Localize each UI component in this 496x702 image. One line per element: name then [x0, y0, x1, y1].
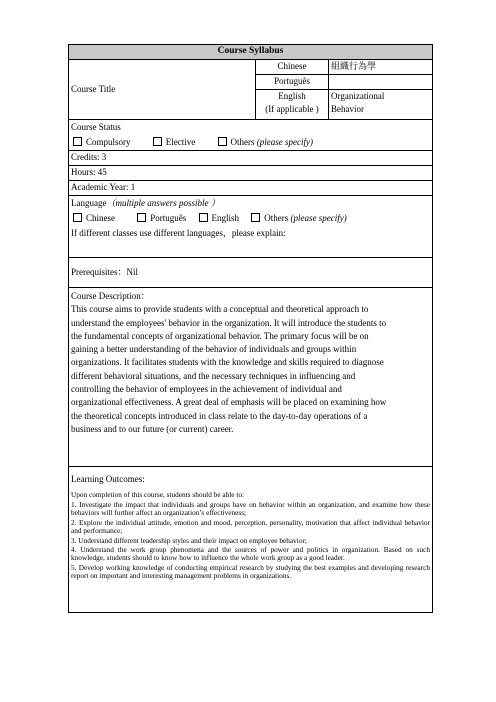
course-description-line: understand the employees' behavior in the organization. It will introduce the students to — [71, 317, 387, 328]
checkbox-icon[interactable] — [199, 213, 208, 222]
title-lang-english — [256, 90, 329, 120]
language-label-line — [71, 197, 430, 210]
title-value-english-line1: Organizational — [331, 91, 385, 101]
language-options — [71, 212, 430, 225]
academic-year-cell: Academic Year: 1 — [69, 181, 433, 196]
course-description-line: different behavioral situations, and the necessary techniques in influencing and — [71, 370, 356, 381]
status-option-compulsory[interactable]: Compulsory — [71, 137, 131, 147]
syllabus-sheet — [68, 44, 432, 613]
title-lang-english-line1: English — [278, 91, 306, 101]
checkbox-icon[interactable] — [73, 137, 82, 146]
checkbox-icon[interactable] — [153, 137, 162, 146]
title-value-portugues — [329, 75, 433, 90]
language-option-portugues[interactable]: Português — [135, 213, 186, 223]
language-option-english[interactable]: English — [197, 213, 240, 223]
course-status-cell — [69, 120, 433, 151]
language-explain: If different classes use different languages，please explain: — [71, 228, 286, 238]
course-status-label: Course Status — [71, 122, 121, 132]
course-description-line: controlling the behavior of employees in the achievement of individual and — [71, 384, 342, 395]
learning-outcomes-label: Learning Outcomes: — [71, 474, 145, 484]
status-option-elective[interactable]: Elective — [151, 137, 195, 147]
course-description-line: gaining a better understanding of the behavior of individuals and groups within — [71, 344, 357, 355]
course-description-cell — [69, 288, 433, 467]
syllabus-header: Course Syllabus — [69, 45, 433, 60]
learning-outcome-item: 4. Understand the work group phenomena and the sources of power and politics in organization. Based on such knowledge, students should to know how to influence the whole work group as a good leader. — [71, 545, 430, 563]
course-status-options — [71, 136, 430, 149]
title-lang-portugues: Português — [256, 75, 329, 90]
course-description-line: organizations. It facilitates students with the knowledge and skills required to diagnose — [71, 357, 384, 368]
hours-cell: Hours: 45 — [69, 166, 433, 181]
prerequisites-cell — [69, 258, 433, 288]
language-label: Language — [71, 198, 107, 208]
title-value-english-line2: Behavior — [331, 104, 364, 114]
learning-outcome-item: 3. Understand different leadership styles and their impact on employee behavior; — [71, 535, 307, 545]
course-description-line: the theoretical concepts introduced in class relate to the day-to-day operations of a — [71, 410, 368, 421]
language-option-others[interactable]: Others (please specify) — [249, 213, 346, 223]
credits-cell: Credits: 3 — [69, 151, 433, 166]
title-value-english — [329, 90, 433, 120]
learning-outcome-item: 1. Investigate the impact that individuals and groups have on behavior within an organization, and examine how these behaviors will further affect an organization’s effectiveness; — [71, 500, 430, 518]
language-cell — [69, 196, 433, 258]
checkbox-icon[interactable] — [218, 137, 227, 146]
learning-outcomes-cell — [69, 467, 433, 613]
course-title-label: Course Title — [69, 60, 256, 120]
syllabus-table — [68, 44, 433, 613]
learning-outcomes-intro: Upon completion of this course, students should be able to: — [71, 490, 245, 499]
language-option-chinese[interactable]: Chinese — [71, 213, 115, 223]
title-value-chinese: 組織行為學 — [329, 60, 433, 75]
course-description-label: Course Description： — [71, 291, 150, 301]
course-description-line: organizational effectiveness. A great deal of emphasis will be placed on examining how — [71, 397, 387, 408]
course-description-line: This course aims to provide students with a conceptual and theoretical approach to — [71, 304, 369, 315]
learning-outcome-item: 5. Develop working knowledge of conducting empirical research by studying the best examples and developing research report on important and interesting management problems in organizations. — [71, 562, 430, 581]
checkbox-icon[interactable] — [73, 213, 82, 222]
prerequisites-text: Prerequisites：Nil — [71, 267, 138, 277]
course-description-line: the fundamental concepts of organizational behavior. The primary focus will be on — [71, 330, 369, 341]
checkbox-icon[interactable] — [251, 213, 260, 222]
learning-outcome-item: 2. Explore the individual attitude, emotion and mood, perception, personality, motivation that affect individual behavior and performance; — [71, 517, 430, 536]
checkbox-icon[interactable] — [137, 213, 146, 222]
title-lang-english-line2: (If applicable ) — [265, 104, 319, 114]
status-option-others[interactable]: Others (please specify) — [216, 137, 313, 147]
language-note: （multiple answers possible ） — [106, 198, 220, 208]
title-lang-chinese: Chinese — [256, 60, 329, 75]
course-description-line: business and to our future (or current) career. — [71, 423, 234, 434]
